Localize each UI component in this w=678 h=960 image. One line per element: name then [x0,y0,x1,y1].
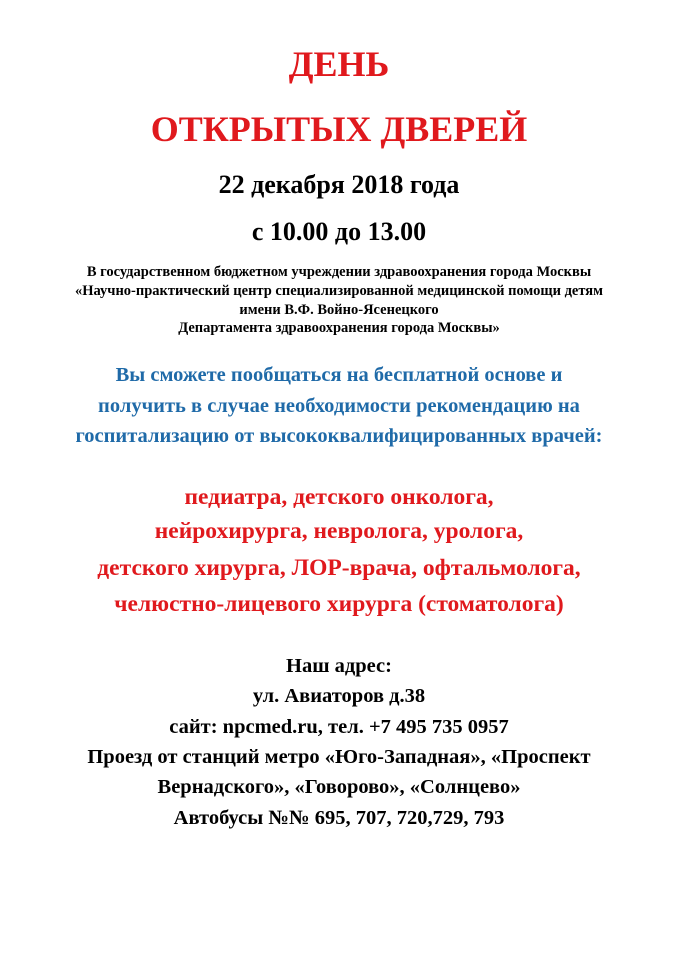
organization-line-1: В государственном бюджетном учреждении здравоохранения города Москвы [86,264,592,280]
address-contacts: сайт: npcmed.ru, тел. +7 495 735 0957 [169,716,509,738]
organization-line-3: имени В.Ф. Войно-Ясенецкого [239,302,439,318]
bus-routes: Автобусы №№ 695, 707, 720,729, 793 [173,807,505,829]
event-time: с 10.00 до 13.00 [251,217,427,246]
address-street: ул. Авиаторов д.38 [252,685,426,707]
info-line-3: госпитализацию от высококвалифицированных врачей: [75,425,603,447]
specialists-line-3: детского хирурга, ЛОР-врача, офтальмолога, [97,555,581,581]
specialists-line-2: нейрохирурга, невролога, уролога, [154,518,524,544]
info-line-2: получить в случае необходимости рекомендацию на [98,395,580,417]
metro-directions-line-1: Проезд от станций метро «Юго-Западная», «Проспект [87,746,591,768]
address-heading: Наш адрес: [286,655,392,677]
event-date: 22 декабря 2018 года [218,170,460,199]
organization-line-4: Департамента здравоохранения города Москвы» [178,320,500,336]
info-line-1: Вы сможете пообщаться на бесплатной основе и [115,364,563,386]
specialists-line-4: челюстно-лицевого хирурга (стоматолога) [114,591,564,617]
metro-directions-line-2: Вернадского», «Говорово», «Солнцево» [157,776,521,798]
title-line-1: ДЕНЬ [288,44,390,84]
specialists-line-1: педиатра, детского онколога, [184,484,494,510]
organization-line-2: «Научно-практический центр специализированной медицинской помощи детям [74,283,604,299]
title-line-2: ОТКРЫТЫХ ДВЕРЕЙ [150,109,528,149]
